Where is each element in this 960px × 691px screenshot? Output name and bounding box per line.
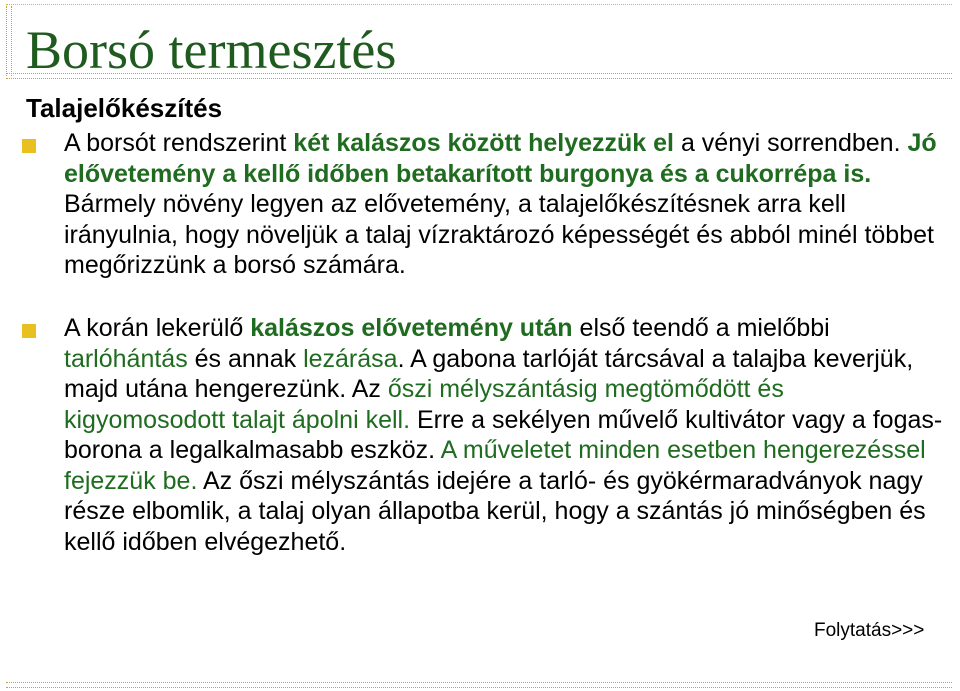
square-bullet-icon (22, 324, 36, 338)
paragraph-2 (64, 313, 944, 557)
text-run: őszi mélyszántásig megtömődött és kigyomosodott talajt ápolni kell. (64, 375, 784, 434)
text-run: a vényi sorrendben. (674, 129, 908, 157)
text-run: . A gabona tarlóját tárcsával a talajba keverjük, majd utána hengerezünk. Az (64, 344, 914, 403)
text-run: A borsót rendszerint (64, 129, 294, 157)
text-run: két kalászos között helyezzük el (293, 129, 674, 157)
bottom-rule (6, 682, 952, 688)
paragraph-1 (64, 128, 944, 281)
left-rule (6, 6, 12, 76)
section-heading: Talajelőkészítés (26, 93, 223, 123)
text-run: lezárása (303, 344, 398, 373)
text-run: tarlóhántás (64, 344, 188, 373)
continue-link[interactable]: Folytatás>>> (814, 620, 925, 641)
text-run: Erre a sekélyen művelő kultivátor vagy a fogas-borona a legalkalmasabb eszköz. (64, 405, 943, 464)
text-run: első teendő a mielőbbi (572, 314, 830, 342)
text-run: Bármely növény legyen az elővetemény, a talajelőkészítésnek arra kell irányulnia, hogy növeljük a talaj vízraktározó képességét és abból minél többet megőrizzünk a borsó számára. (64, 190, 934, 279)
text-run: A korán lekerülő (64, 314, 251, 342)
text-run: kalászos elővetemény után (250, 314, 573, 342)
text-run: Az őszi mélyszántás idejére a tarló- és gyökérmaradványok nagy része elbomlik, a talaj olyan állapotba kerül, hogy a szántás jó minőségben és kellő időben elvégezhető. (64, 466, 926, 556)
top-rule (6, 4, 952, 5)
square-bullet-icon (22, 139, 36, 153)
text-run: A műveletet minden esetben hengerezéssel fejezzük be. (64, 436, 926, 495)
text-run: és annak (187, 344, 304, 373)
slide-title: Borsó termesztés (26, 20, 397, 80)
text-run: Jó elővetemény a kellő időben betakarított burgonya és a cukorrépa is. (64, 129, 937, 188)
